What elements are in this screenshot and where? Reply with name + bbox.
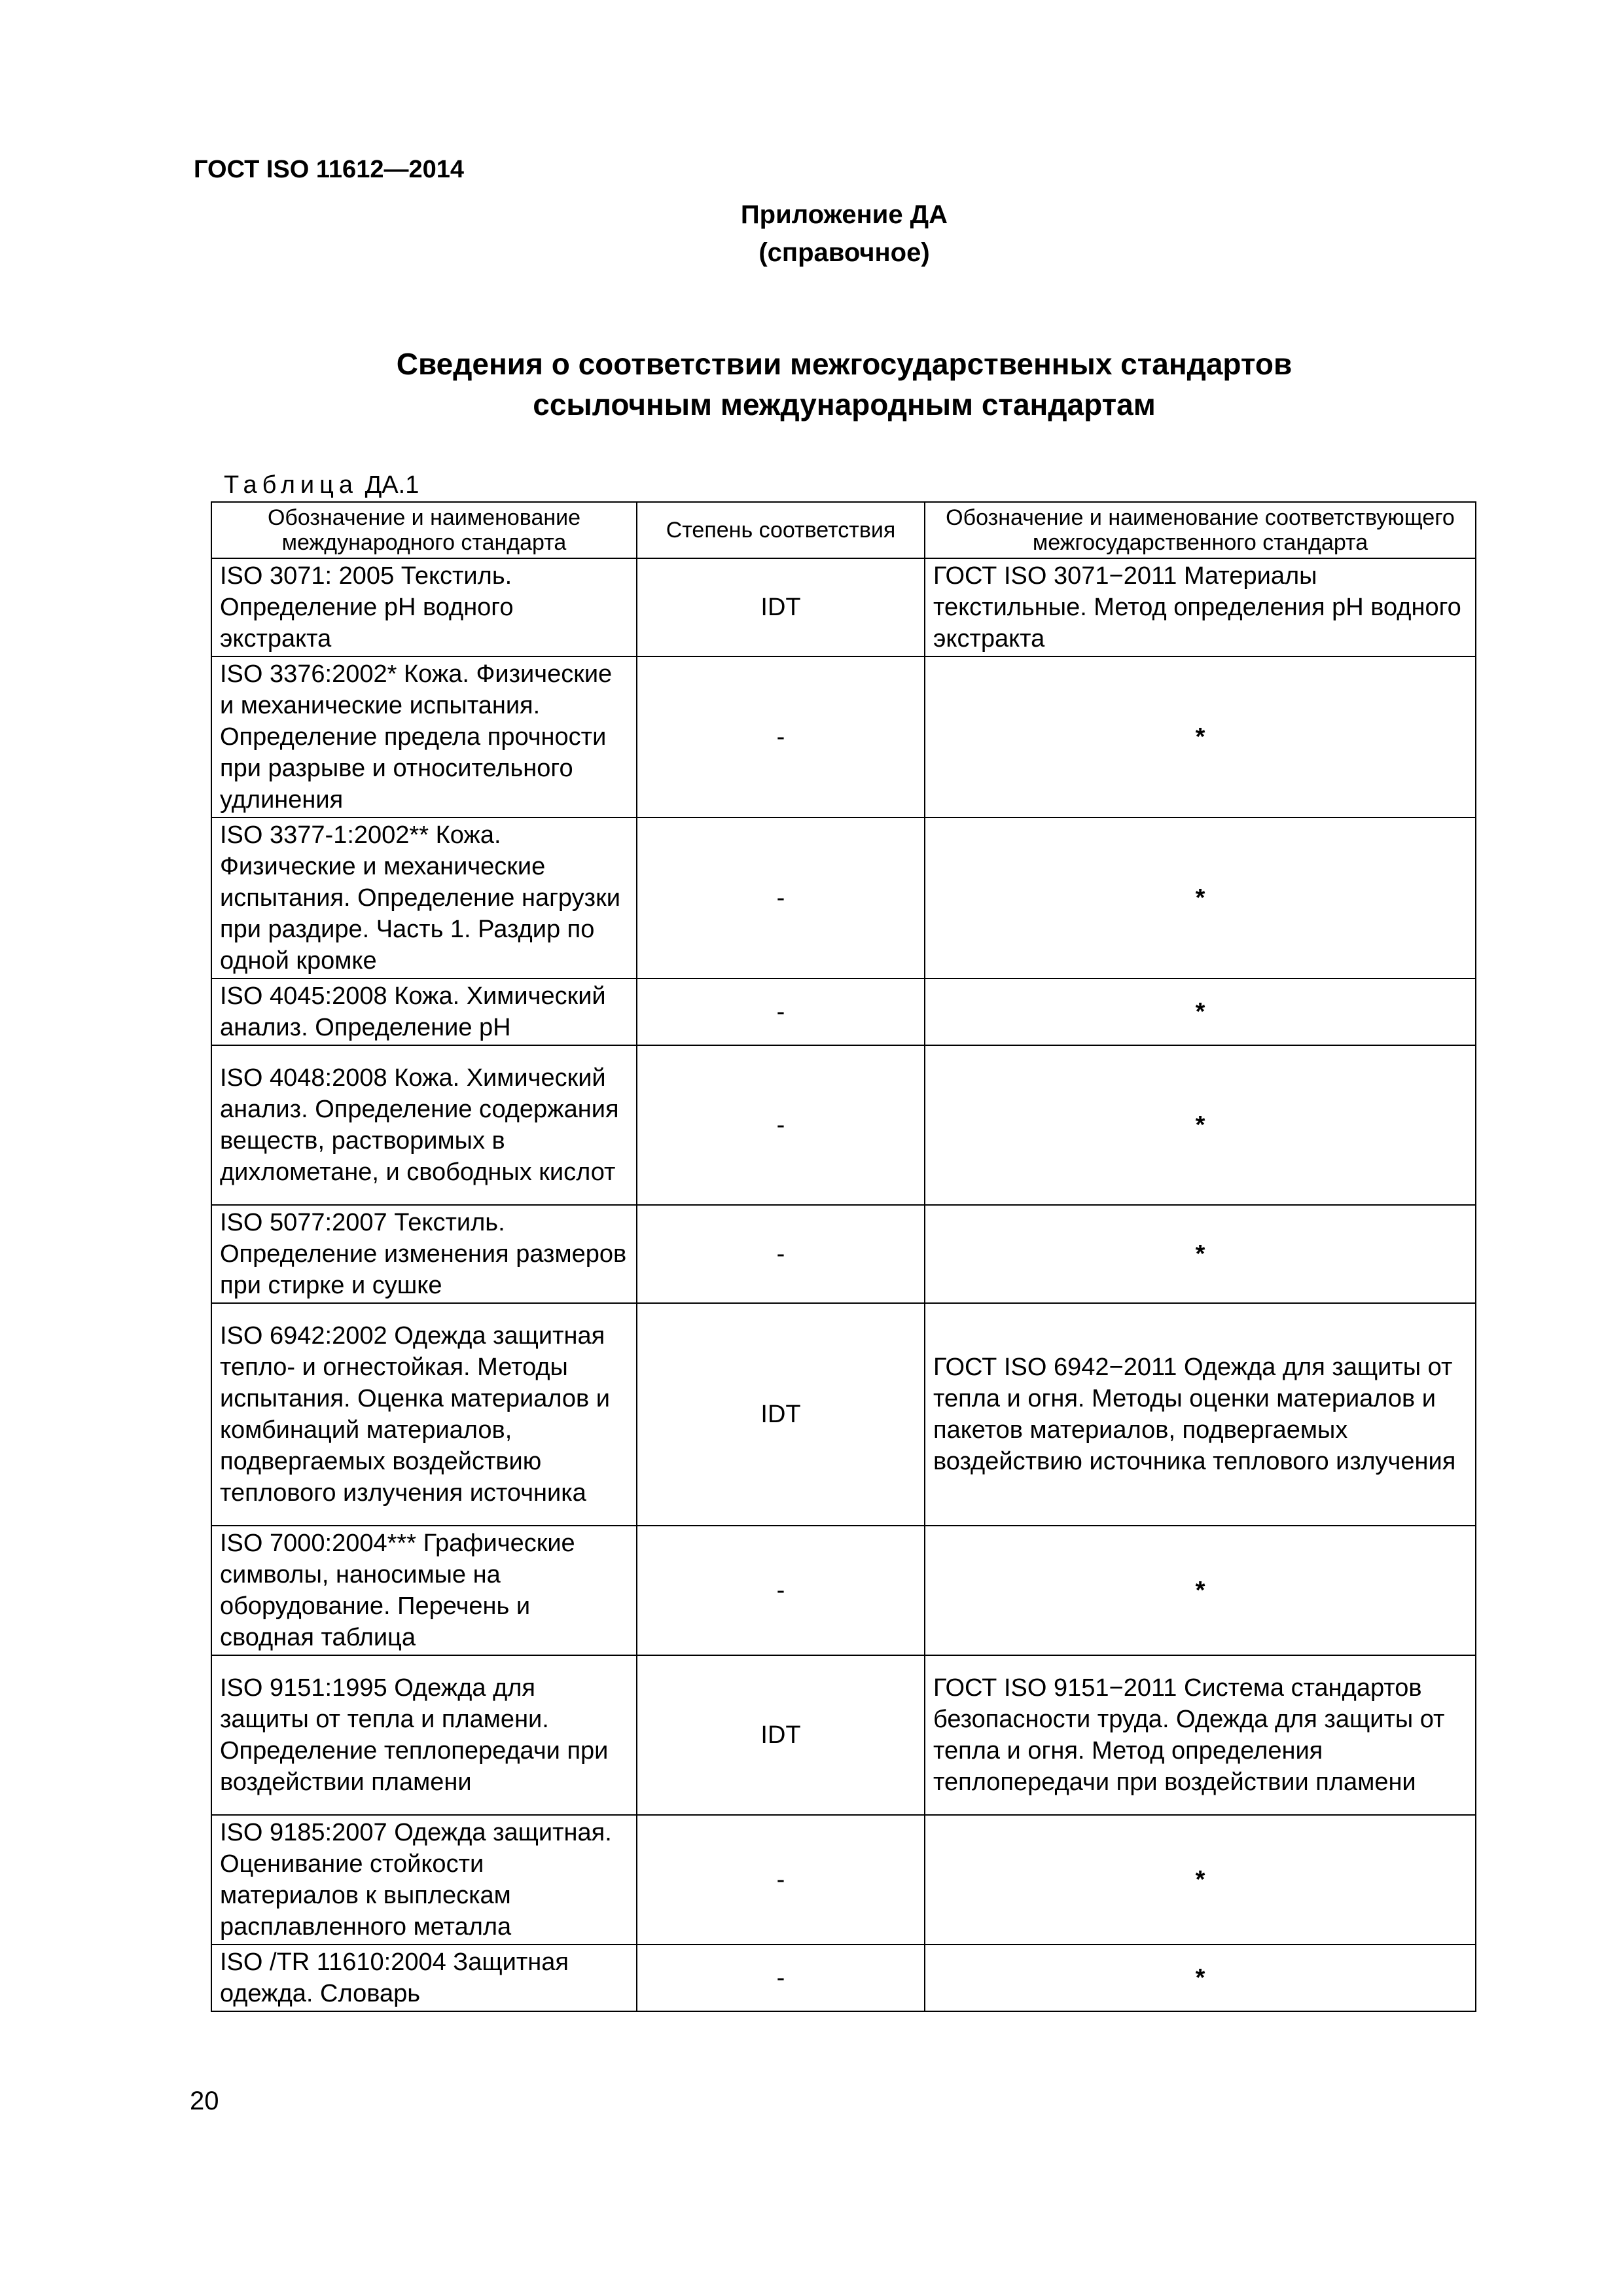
degree-cell: - [637,1526,925,1655]
degree-cell: IDT [637,1655,925,1815]
standards-table [211,501,1476,2012]
annex-title: Приложение ДА [740,200,948,229]
table-row [211,1815,1476,1945]
degree-cell: - [637,1205,925,1303]
table-row [211,1526,1476,1655]
table-row [211,817,1476,978]
national-standard-cell: ГОСТ ISO 3071−2011 Материалы текстильные. Метод определения pH водного экстракта [925,558,1476,656]
document-code: ГОСТ ISO 11612—2014 [194,156,464,183]
international-standard-cell: ISO 9151:1995 Одежда для защиты от тепла и пламени. Определение теплопередачи при воздействии пламени [211,1655,637,1815]
page-number: 20 [190,2087,219,2115]
table-row [211,1655,1476,1815]
national-standard-cell: ГОСТ ISO 9151−2011 Система стандартов безопасности труда. Одежда для защиты от тепла и огня. Метод определения теплопередачи при воздействии пламени [925,1655,1476,1815]
table-label-number: ДА.1 [365,471,419,499]
column-header-national: Обозначение и наименование соответствующего межгосударственного стандарта [925,502,1476,558]
table-label [224,471,419,499]
table-row [211,1945,1476,2011]
national-standard-cell: * [925,1045,1476,1205]
table-row [211,1205,1476,1303]
degree-cell: - [637,1045,925,1205]
table-label-prefix: Таблица [224,471,358,499]
page-title-line-1: Сведения о соответствии межгосударственных стандартов [396,347,1293,381]
international-standard-cell: ISO 3376:2002* Кожа. Физические и механические испытания. Определение предела прочности при разрыве и относительного удлинения [211,656,637,817]
degree-cell: - [637,1815,925,1945]
table-row [211,656,1476,817]
international-standard-cell: ISO 9185:2007 Одежда защитная. Оценивание стойкости материалов к выплескам расплавленного металла [211,1815,637,1945]
degree-cell: - [637,1945,925,2011]
table-row [211,978,1476,1045]
page-title-line-2: ссылочным международным стандартам [533,387,1156,422]
column-header-international: Обозначение и наименование международного стандарта [211,502,637,558]
national-standard-cell: * [925,978,1476,1045]
table-row [211,1303,1476,1526]
international-standard-cell: ISO 3377-1:2002** Кожа. Физические и механические испытания. Определение нагрузки при раздире. Часть 1. Раздир по одной кромке [211,817,637,978]
national-standard-cell: * [925,1945,1476,2011]
table-row [211,558,1476,656]
column-header-degree: Степень соответствия [637,502,925,558]
degree-cell: - [637,656,925,817]
degree-cell: - [637,978,925,1045]
national-standard-cell: * [925,1815,1476,1945]
international-standard-cell: ISO 6942:2002 Одежда защитная тепло- и огнестойкая. Методы испытания. Оценка материалов и комбинаций материалов, подвергаемых воздействию теплового излучения источника [211,1303,637,1526]
international-standard-cell: ISO 5077:2007 Текстиль. Определение изменения размеров при стирке и сушке [211,1205,637,1303]
national-standard-cell: * [925,656,1476,817]
degree-cell: IDT [637,1303,925,1526]
annex-status: (справочное) [758,238,930,267]
international-standard-cell: ISO 7000:2004*** Графические символы, наносимые на оборудование. Перечень и сводная таблица [211,1526,637,1655]
degree-cell: - [637,817,925,978]
international-standard-cell: ISO 4045:2008 Кожа. Химический анализ. Определение pH [211,978,637,1045]
international-standard-cell: ISO /TR 11610:2004 Защитная одежда. Словарь [211,1945,637,2011]
table-header-row [211,502,1476,558]
national-standard-cell: * [925,1205,1476,1303]
degree-cell: IDT [637,558,925,656]
national-standard-cell: ГОСТ ISO 6942−2011 Одежда для защиты от тепла и огня. Методы оценки материалов и пакетов материалов, подвергаемых воздействию источника теплового излучения [925,1303,1476,1526]
international-standard-cell: ISO 3071: 2005 Текстиль. Определение pH водного экстракта [211,558,637,656]
page-title [262,344,1427,425]
international-standard-cell: ISO 4048:2008 Кожа. Химический анализ. Определение содержания веществ, растворимых в дихлометане, и свободных кислот [211,1045,637,1205]
national-standard-cell: * [925,1526,1476,1655]
national-standard-cell: * [925,817,1476,978]
table-row [211,1045,1476,1205]
